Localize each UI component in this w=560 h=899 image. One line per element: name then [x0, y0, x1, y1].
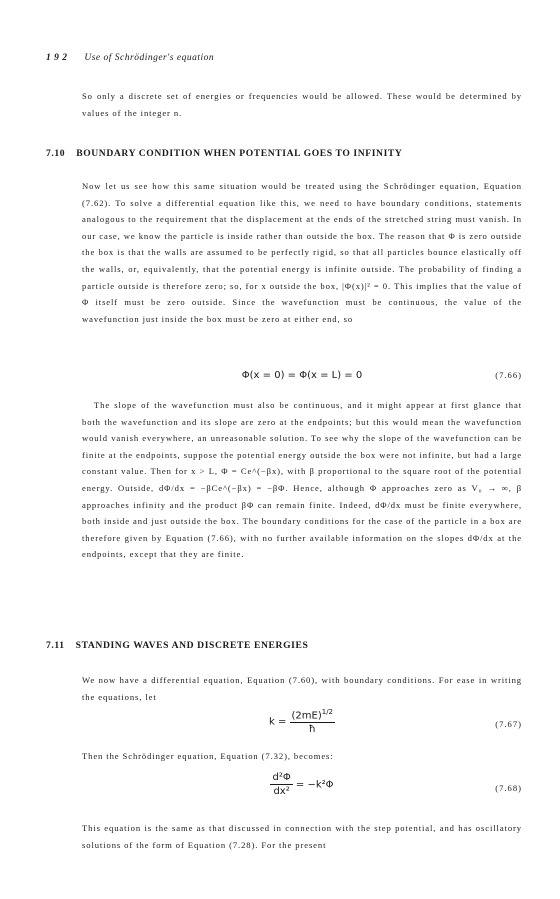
equation-fraction [290, 708, 336, 735]
equation-lhs: k = [268, 716, 290, 728]
section-title: BOUNDARY CONDITION WHEN POTENTIAL GOES TO INFINITY [76, 148, 403, 159]
equation-tag: (7.68) [495, 783, 522, 793]
equation-7-68 [82, 772, 522, 808]
equation-numerator: d²Φ [272, 772, 291, 783]
section-7-11-paragraph-1: We now have a differential equation, Equation (7.60), with boundary conditions. For ease in writing the equations, let [82, 675, 522, 702]
page-number: 1 9 2 [46, 53, 68, 63]
section-7-10-paragraph-1: Now let us see how this same situation would be treated using the Schrödinger equation, Equation (7.62). To solve a differential equation like this, we need to have boundary conditions, statements analogous to the requirement that the displacement at the ends of the stretched string must vanish. In our case, we know the particle is inside rather than outside the box. The reason that Φ is zero outside the box is that the walls are assumed to be perfectly rigid, so that all particles bounce elastically off the walls, or, equivalently, that the potential energy is infinite outside. The probability of finding a particle outside is therefore zero; so, for x outside the box, |Φ(x)|² = 0. This implies that the value of Φ itself must be zero outside. Since the wavefunction must be continuous, the value of the wavefunction just inside the box must be zero at either end, so [82, 181, 522, 324]
equation-tag: (7.66) [495, 370, 522, 380]
section-7-11-paragraph-2: Then the Schrödinger equation, Equation (7.32), becomes: [82, 751, 334, 761]
section-heading-7-10 [46, 148, 516, 159]
equation-rhs: = −k²Φ [295, 779, 334, 791]
running-head-title: Use of Schrödinger's equation [84, 53, 215, 63]
section-7-10-paragraph-2: The slope of the wavefunction must also be continuous, and it might appear at first glance that both the wavefunction and its slope are zero at the endpoints; but this would mean the wavefunction would vanish everywhere, an unreasonable solution. To see why the slope of the wavefunction can be finite at the endpoints, suppose the potential energy outside the box were not infinite, but had a large constant value. Then for x > L, Φ = Ce^(−βx), with β proportional to the square root of the potential energy. Outside, dΦ/dx = −βCe^(−βx) = −βΦ. Hence, although Φ approaches zero as V₀ → ∞, β approaches infinity and the product βΦ can remain finite. Indeed, dΦ/dx must be finite everywhere, both inside and just outside the box. The boundary conditions for the case of the particle in a box are therefore given by Equation (7.66), with no further available information on the slopes dΦ/dx at the endpoints, except that they are finite. [82, 400, 522, 560]
running-head [46, 53, 214, 63]
equation-7-66 [82, 370, 522, 388]
equation-body: Φ(x = 0) = Φ(x = L) = 0 [241, 370, 363, 381]
equation-numerator: (2mE) [291, 710, 322, 722]
section-heading-7-11 [46, 640, 516, 651]
section-7-11-paragraph-3: This equation is the same as that discussed in connection with the step potential, and has oscillatory solutions of the form of Equation (7.28). For the present [82, 823, 522, 850]
equation-exponent: 1/2 [321, 708, 334, 716]
equation-fraction [270, 772, 292, 797]
equation-tag: (7.67) [495, 719, 522, 729]
equation-denominator: ħ [308, 724, 316, 736]
equation-denominator: dx² [273, 786, 290, 797]
intro-paragraph: So only a discrete set of energies or frequencies would be allowed. These would be determined by values of the integer n. [82, 91, 522, 118]
section-title: STANDING WAVES AND DISCRETE ENERGIES [75, 640, 309, 651]
equation-7-67 [82, 708, 522, 742]
section-number: 7.10 [46, 148, 66, 159]
section-number: 7.11 [46, 640, 65, 651]
